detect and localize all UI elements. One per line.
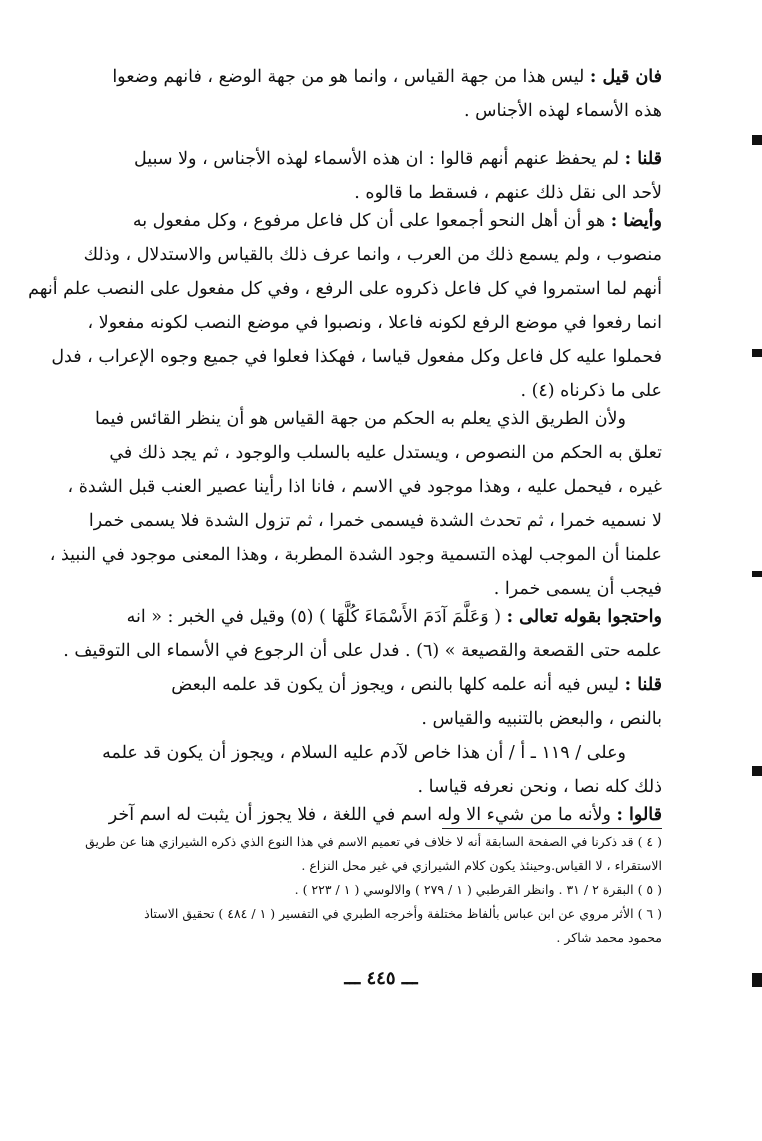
text-line: بالنص ، والبعض بالتنبيه والقياس . [421,709,662,729]
footnote-line: ( ٤ ) قد ذكرنا في الصفحة السابقة أنه لا خلاف في تعميم الاسم في هذا النوع الذي ذكره الشيرازي هنا عن طريق [85,834,662,849]
text-line: هذه الأسماء لهذه الأجناس . [464,101,662,121]
footnote-line: محمود محمد شاكر . [556,930,662,945]
text-line: وعلى / ١١٩ ـ أ / أن هذا خاص لآدم عليه السلام ، ويجوز أن يكون قد علمه [102,743,626,763]
text-line: انما رفعوا في موضع الرفع لكونه فاعلا ، ونصبوا في موضع النصب لكونه مفعولا ، [87,313,662,333]
footnote-line: الاستقراء ، لا القياس.وحينئذ يكون كلام الشيرازي في غير محل النزاع . [301,858,662,873]
paragraph-reply-1 [102,142,662,210]
scan-edge-mark [752,349,762,357]
text-line: أنهم لما استمروا في كل فاعل ذكروه على الرفع ، وفي كل مفعول على النصب علم أنهم [28,279,662,299]
paragraph-reply-2 [102,668,662,736]
footnote-separator [442,828,662,829]
line-text: ( وَعَلَّمَ آدَمَ الأَسْمَاءَ كُلَّهَا ) (٥) وقيل في الخبر : « انه [126,607,502,627]
line-text: لم يحفظ عنهم أنهم قالوا : ان هذه الأسماء لهذه الأجناس ، ولا سبيل [134,149,620,169]
text-line: غيره ، فيحمل عليه ، وهذا موجود في الاسم ، فانا اذا رأينا عصير العنب قبل الشدة ، [67,477,662,497]
line-text: ولأنه ما من شيء الا وله اسم في اللغة ، فلا يجوز أن يثبت له اسم آخر [108,805,611,825]
text-line: علمه حتى القصعة والقصيعة » (٦) . فدل على أن الرجوع في الأسماء الى التوقيف . [63,641,662,661]
paragraph-label: فان قيل : [589,67,662,87]
text-line: لا نسميه خمرا ، ثم تحدث الشدة فيسمى خمرا ، ثم تزول الشدة فلا يسمى خمرا [88,511,662,531]
paragraph-objection-1 [102,60,662,128]
scan-edge-mark [752,571,762,577]
text-line: تعلق به الحكم من النصوص ، ويستدل عليه بالسلب والوجود ، ثم يجد ذلك في [109,443,662,463]
text-line [102,204,662,238]
line-text: ليس هذا من جهة القياس ، وانما هو من جهة الوضع ، فانهم وضعوا [112,67,585,87]
text-line: ذلك كله نصا ، ونحن نعرفه قياسا . [417,777,662,797]
text-line [102,142,662,176]
scan-edge-mark [752,766,762,776]
paragraph-adam [102,736,662,804]
paragraph-also [28,204,662,408]
paragraph-label: قلنا : [624,149,662,169]
paragraph-argument [63,600,662,668]
text-line: ولأن الطريق الذي يعلم به الحكم من جهة القياس هو أن ينظر القائس فيما [95,409,626,429]
footnote-line: ( ٥ ) البقرة ٢ / ٣١ . وانظر القرطبي ( ١ / ٢٧٩ ) والالوسي ( ١ / ٢٢٣ ) . [294,882,662,897]
text-line: فيجب أن يسمى خمرا . [493,579,662,599]
text-line [102,798,662,832]
text-line: على ما ذكرناه (٤) . [520,381,662,401]
footnotes [85,830,662,950]
paragraph-label: قالوا : [616,805,662,825]
text-line: علمنا أن الموجب لهذه التسمية وجود الشدة المطربة ، وهذا المعنى موجود في النبيذ ، [49,545,662,565]
line-text: هو أن أهل النحو أجمعوا على أن كل فاعل مرفوع ، وكل مفعول به [132,211,606,231]
text-line: منصوب ، ولم يسمع ذلك من العرب ، وانما عرف ذلك بالقياس والاستدلال ، وذلك [83,245,662,265]
paragraph-method [49,402,662,606]
text-line: فحملوا عليه كل فاعل وكل مفعول قياسا ، فهكذا فعلوا في جميع وجوه الإعراب ، فدل [51,347,662,367]
footnote-line: ( ٦ ) الأثر مروي عن ابن عباس بألفاظ مختلفة وأخرجه الطبري في التفسير ( ١ / ٤٨٤ ) تحقيق الاستاذ [144,906,662,921]
scan-edge-mark [752,973,762,987]
text-line: لأحد الى نقل ذلك عنهم ، فسقط ما قالوه . [354,183,662,203]
paragraph-label: قلنا : [624,675,662,695]
paragraph-label: واحتجوا بقوله تعالى : [506,607,662,627]
paragraph-label: وأيضا : [610,211,662,231]
paragraph-objection-2 [102,798,662,832]
page-number: ـــ ٤٤٥ ـــ [344,968,418,989]
scan-edge-mark [752,135,762,145]
line-text: ليس فيه أنه علمه كلها بالنص ، ويجوز أن يكون قد علمه البعض [171,675,620,695]
text-line [102,600,662,634]
text-line [102,668,662,702]
text-line [102,60,662,94]
